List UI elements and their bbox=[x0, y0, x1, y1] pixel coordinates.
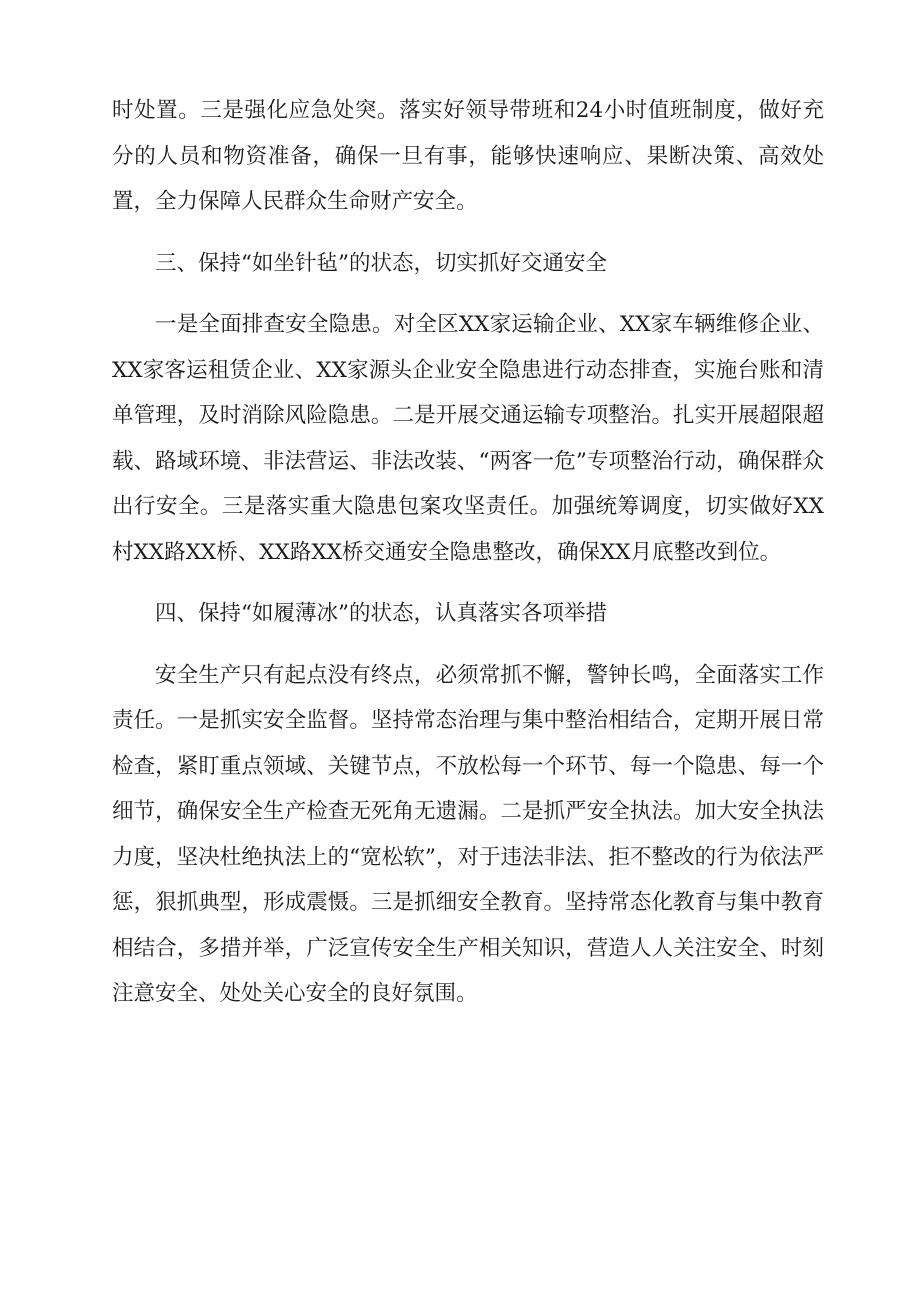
section-heading-four: 四、保持“如履薄冰”的状态，认真落实各项举措 bbox=[155, 601, 607, 626]
paragraph-implementation: 安全生产只有起点没有终点，必须常抓不懈，警钟长鸣，全面落实工作责任。一是抓实安全监督。坚持常态治理与集中整治相结合，定期开展日常检查，紧盯重点领域、关键节点，不放松每一个环节、每一个隐患、每一个细节，确保安全生产检查无死角无遗漏。二是抓严安全执法。加大安全执法力度，坚决杜绝执法上的“宽松软”，对于违法非法、拒不整改的行为依法严惩，狠抓典型，形成震慑。三是抓细安全教育。坚持常态化教育与集中教育相结合，多措并举，广泛宣传安全生产相关知识，营造人人关注安全、时刻注意安全、处处关心安全的良好氛围。 bbox=[112, 662, 824, 1006]
document-body bbox=[112, 88, 824, 1033]
section-heading-three: 三、保持“如坐针毡”的状态，切实抓好交通安全 bbox=[155, 250, 607, 276]
paragraph-continuation: 时处置。三是强化应急处突。落实好领导带班和24小时值班制度，做好充分的人员和物资准备，确保一旦有事，能够快速响应、果断决策、高效处置，全力保障人民群众生命财产安全。 bbox=[112, 98, 824, 214]
paragraph-traffic-safety: 一是全面排查安全隐患。对全区XX家运输企业、XX家车辆维修企业、XX家客运租赁企业、XX家源头企业安全隐患进行动态排查，实施台账和清单管理，及时消除风险隐患。二是开展交通运输专项整治。扎实开展超限超载、路域环境、非法营运、非法改装、“两客一危”专项整治行动，确保群众出行安全。三是落实重大隐患包案攻坚责任。加强统筹调度，切实做好XX村XX路XX桥、XX路XX桥交通安全隐患整改，确保XX月底整改到位。 bbox=[112, 312, 824, 565]
